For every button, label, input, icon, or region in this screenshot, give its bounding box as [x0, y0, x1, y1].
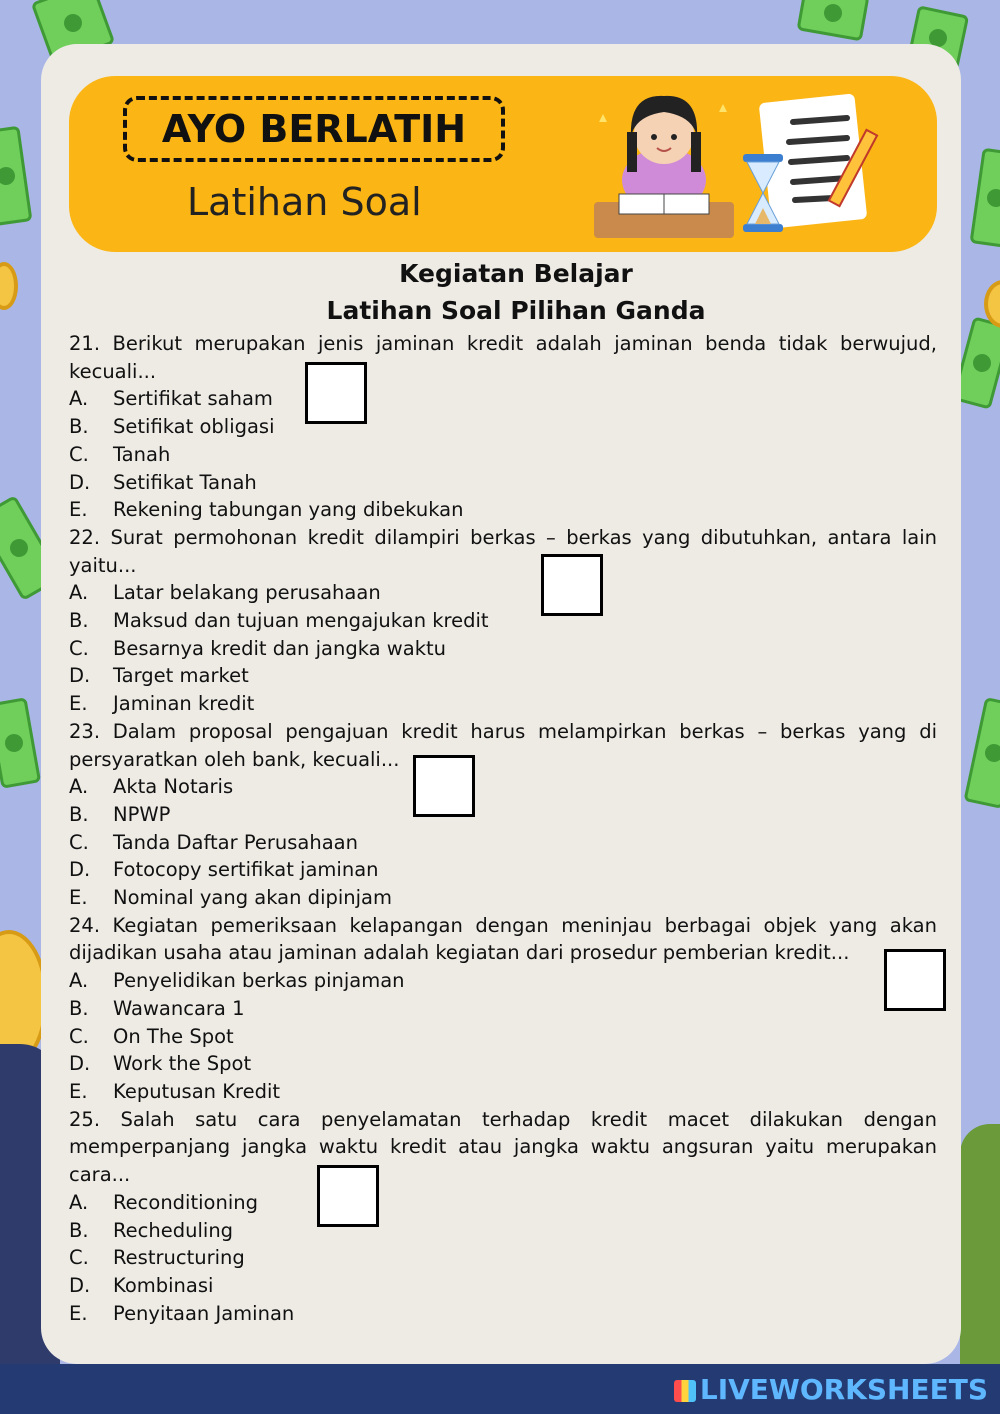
answer-box-21[interactable]: [305, 362, 367, 424]
liveworksheets-logo: LIVEWORKSHEETS: [674, 1373, 988, 1406]
option-23-d: D. Fotocopy sertifikat jaminan: [69, 858, 379, 882]
money-bill-decoration: [797, 0, 870, 41]
money-bill-decoration: [963, 697, 1000, 809]
header-banner: [69, 76, 937, 252]
question-list: [69, 330, 937, 1327]
option-25-e: E. Penyitaan Jaminan: [69, 1301, 295, 1325]
studying-girl-illustration: [589, 82, 739, 242]
money-bill-decoration: [0, 697, 41, 789]
money-bag-illustration: [960, 1124, 1000, 1384]
option-25-d: D. Kombinasi: [69, 1273, 214, 1297]
heading-line-1: Kegiatan Belajar: [399, 259, 633, 288]
question-23-text: 23. Dalam proposal pengajuan kredit harus melampirkan berkas – berkas yang di persyaratkan oleh bank, kecuali...: [69, 719, 937, 771]
liveworksheets-icon: [674, 1380, 696, 1402]
answer-box-22[interactable]: [541, 554, 603, 616]
option-21-c: C. Tanah: [69, 442, 171, 466]
option-22-d: D. Target market: [69, 664, 249, 688]
option-21-a: A. Sertifikat saham: [69, 387, 273, 411]
worksheet-card: [41, 44, 961, 1364]
question-22-text: 22. Surat permohonan kredit dilampiri berkas – berkas yang dibutuhkan, antara lain yaitu...: [69, 525, 937, 577]
question-24-text: 24. Kegiatan pemeriksaan kelapangan dengan meninjau berbagai objek yang akan dijadikan usaha atau jaminan adalah kegiatan dari prosedur pemberian kredit...: [69, 913, 937, 965]
banner-subtitle: Latihan Soal: [187, 180, 422, 224]
option-25-a: A. Reconditioning: [69, 1190, 258, 1214]
money-bill-decoration: [0, 126, 32, 227]
option-23-c: C. Tanda Daftar Perusahaan: [69, 830, 358, 854]
option-24-c: C. On The Spot: [69, 1024, 234, 1048]
option-22-c: C. Besarnya kredit dan jangka waktu: [69, 636, 447, 660]
answer-box-24[interactable]: [884, 949, 946, 1011]
option-21-b: B. Setifikat obligasi: [69, 415, 275, 439]
answer-box-25[interactable]: [317, 1165, 379, 1227]
option-23-e: E. Nominal yang akan dipinjam: [69, 886, 392, 910]
question-25-text: 25. Salah satu cara penyelamatan terhadap kredit macet dilakukan dengan memperpanjang jangka waktu kredit atau jangka waktu angsuran yaitu merupakan cara...: [69, 1107, 937, 1187]
option-22-b: B. Maksud dan tujuan mengajukan kredit: [69, 609, 489, 633]
question-21-text: 21. Berikut merupakan jenis jaminan kredit adalah jaminan benda tidak berwujud, kecuali...: [69, 332, 937, 383]
option-24-a: A. Penyelidikan berkas pinjaman: [69, 969, 405, 993]
option-23-b: B. NPWP: [69, 802, 171, 826]
heading-line-2: Latihan Soal Pilihan Ganda: [326, 296, 706, 325]
option-25-c: C. Restructuring: [69, 1246, 245, 1270]
document-hourglass-illustration: [729, 88, 889, 238]
option-22-a: A. Latar belakang perusahaan: [69, 581, 381, 605]
option-24-b: B. Wawancara 1: [69, 996, 245, 1020]
money-bill-decoration: [970, 148, 1000, 249]
banner-title: AYO BERLATIH: [123, 96, 505, 162]
option-22-e: E. Jaminan kredit: [69, 692, 255, 716]
option-24-d: D. Work the Spot: [69, 1052, 252, 1076]
option-21-e: E. Rekening tabungan yang dibekukan: [69, 498, 464, 522]
option-23-a: A. Akta Notaris: [69, 775, 234, 799]
option-24-e: E. Keputusan Kredit: [69, 1079, 281, 1103]
answer-box-23[interactable]: [413, 755, 475, 817]
option-21-d: D. Setifikat Tanah: [69, 470, 257, 494]
option-25-b: B. Recheduling: [69, 1218, 234, 1242]
coin-decoration: [0, 262, 18, 310]
